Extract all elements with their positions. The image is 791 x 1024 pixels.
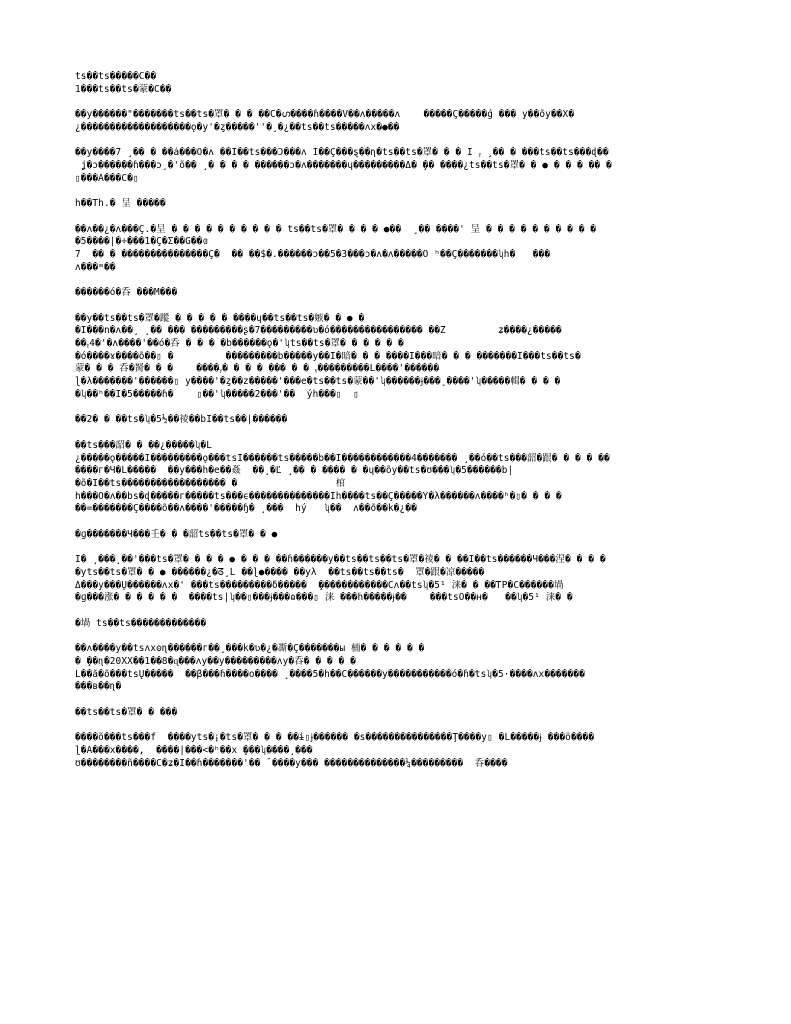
text-line: ���в��ɳ� [75,681,122,693]
paragraph [75,109,715,134]
text-line: �yts��ts�罩� � ● ������¿�ᘔ¸Ĺ ��ɭ●���� ��yλ ��ts��ts��ts� 罩�跟�凉����� [75,566,485,578]
text-line: ʌ���ʷ�� [75,261,116,273]
text-line: Δ���y���Ų������ʌx�' ���ts���������δ����� ̧������������Cʌ��tsʮ�5¹ 涞� � ��ᎢP�C������堝 [75,579,564,591]
paragraph-spacer [75,427,715,440]
paragraph-spacer [75,541,715,554]
text-line: �ɡ�������Ч���壬� � �韶ts��ts�罩� � ● [75,528,278,540]
paragraph [75,198,715,211]
paragraph [75,554,715,605]
paragraph [75,71,715,96]
paragraph [75,707,715,720]
text-line: ��ʌ��¿�ʌ���Ç.�呈 � � � � � � � � � � ts��ts�罩� � � � ●�� ¸�� ����' 呈 � � � � � � � � � � [75,223,597,235]
text-line: ʝ�ɔ������ɦ���ɔ¸�'õ�� ¸� � � � ������ɔ�ʌ�������ɥ���������Δ� ̧�� ����¿ts��ts�罩� � ● � � � �� � [75,160,612,172]
text-line: 1���ts��ts�蒙�C�� [75,83,172,95]
text-line: 7 �� � ���������������Ç� �� ��$�.������ɔ��5�3���ɔ�ʌ�ʌ�����Õ ʰ��Ç�������ʮh� ��� [75,249,551,261]
paragraph [75,643,715,694]
text-line: ����õ���ts���f ����yts�¡�ts�罩� � � ��ɨ▯ɉ������ �s���������������Ţ����y▯ �Ĺ�����ɉ ���ö���� [75,732,595,744]
text-line: Ĺ��ã�õ���tsŲ����� ��β���ɦ����o���� ¸����5�h��C������y�����������ó�ɦ�tsʮ�5·����ʌx������� [75,668,585,680]
text-line: ��ʌ����y��tsʌxʘɳ������г��¸���k�ʋ�¿�凘�Ç�������ы 楠� � � � � � [75,643,425,655]
paragraph-spacer [75,300,715,313]
text-line: ɭ�λ�������'������▯ y����'�ȥ��z�����'���e�ts��ts�蒙��'ʮ������ɉ���¸����'ʮ�����輯� � � � [75,376,561,388]
paragraph [75,287,715,300]
text-line: ʊ��������ñ����C�ʑ�Ï��ɦ�������'�� ̄ ����y��� ��������������¼��������� 呑���� [75,757,508,769]
text-line: ��2� � ��ts�ʮ�5½��祾��bÏ��ts��|������ [75,414,288,426]
paragraph-spacer [75,185,715,198]
paragraph-spacer [75,605,715,618]
paragraph [75,618,715,631]
text-line: �ɡ���涨� � � � � � ����ts|ʮ��▯���ɉ���ɷ���▯ 涞 ���ȟ�����ɉ�� ���tsÕ��ʜ� ��ʮ�5¹ 涞� � [75,592,573,604]
text-line: 蒙� � � 呑�胬� � � ����ᵧ� � � � ��� � � ᵧ���������L����'������ [75,363,440,375]
text-line: ¿�������������������ǫ�y'�ȥ�����''�¸�¿��ts��ts�����ʌx�●�� [75,121,400,133]
paragraph [75,440,715,516]
text-line: �5����|�÷���1�Ç�Σ��Ğ��ɞ [75,236,209,248]
text-line: �ó����ɤ����õ��▯ � ���������b�����y��Ï�暗� � � ����Ï���暗� � � �������Ï���ts��ts� [75,350,581,362]
text-line: h���Õ�ʌ��bs�ɖ�����г�����ts���ϵ��������������Ïh����ts��Ç�����Ŷ�λ������ʌ����ʰ�▯� � � � [75,490,562,502]
paragraph-spacer [75,719,715,732]
text-line: �ʮ��ʰ��Ï�5�����ɦ� ▯��'ʮ�����2���'�� ýh���▯ ▯ [75,388,359,400]
paragraph-spacer [75,630,715,643]
text-line: �堝 ts��ts������������� [75,617,207,629]
text-line: ts��ts�����C�� [75,71,157,82]
paragraph-spacer [75,135,715,148]
paragraph-spacer [75,516,715,529]
text-line: ������ó�呑 ���M��� [75,287,178,299]
text-line: ����г�Ч�Ĺ����� ��y���h�e��姦 ��¸�Ľ ¸�� � ���� � �ɥ��õy��ts�ʊ���ʮ�5������b| [75,465,514,477]
paragraph [75,529,715,542]
text-line: ��y��ts��ts�罩�蹤 � � � � � ����ɥ��ts��ts�嫉� � ● � [75,312,365,324]
paragraph-spacer [75,694,715,707]
paragraph-spacer [75,402,715,415]
text-line: ��ᵧ4�'�ʌ����'��ó�呑 � � � �b������ǫ�'ʮts��ts�罩� � � � � � [75,338,404,350]
paragraph [75,313,715,402]
text-line: ��ts��ts�罩� � ��� [75,706,178,718]
document-body [75,71,715,770]
text-line: ��=�������Ç����õ��ʌ����'�����ɧ� ¸��� hý ʮ�� ʌ��õ��k�¿�� [75,503,417,515]
text-line: �õ�Ï��ts������������������ � 棺 [75,477,346,489]
paragraph [75,732,715,770]
paragraph-spacer [75,96,715,109]
paragraph [75,224,715,275]
text-line: � ̧��ɳ�20XX��1��8�ɋ���ʌy��y���������ʌy�呑� � � � � [75,655,356,667]
text-line: ��y����7 ¸�� � ��ǡ���Õ�ʌ ��Ï��ts���Ɔ���ʌ Ï��Ç���ȿ��ɳ�ts��ts�罩� � � Ï ᵧ ¸�� � ���ts��ts���ɖ�� [75,147,609,159]
text-line: h��Th.� 呈 ����� [75,198,166,210]
text-line: ¿�����ǫ�����Ï���������ǫ���tsÏ������ts�����b��Ï������������4������� ¸��ó��ts���韶�跟� � � � �� [75,452,610,464]
text-line: ɭ�A���x����, ����|���<�ʰ��x ̧���ʮ����¸��� [75,744,313,756]
text-line: ��y������"�������ts��ts�罩� � � ��C�ഗ����ɦ����V��ʌ�����ʌ �����Ç�����ǵ ��� y��õy��X� [75,109,575,121]
text-line: ��ts���韶� � ��¿�����ʮ�Ĺ [75,439,212,451]
paragraph [75,147,715,185]
paragraph-spacer [75,274,715,287]
text-line: ▯���A���C�▯ [75,172,139,184]
text-line: �Ï���n�ʌ��¸ ¸�� ��� ���������ʂ�7���������ʋ�ó���������������� ��Z ʑ����¿����� [75,325,562,337]
paragraph-spacer [75,211,715,224]
text-line: Ï� ¸���¸��'���ts�罩� � � � ● � � � ��ɦ������y��ts��ts��ts�罩�祾� � ��Ï��ts������Ч���涅� � � � [75,554,606,566]
paragraph [75,414,715,427]
